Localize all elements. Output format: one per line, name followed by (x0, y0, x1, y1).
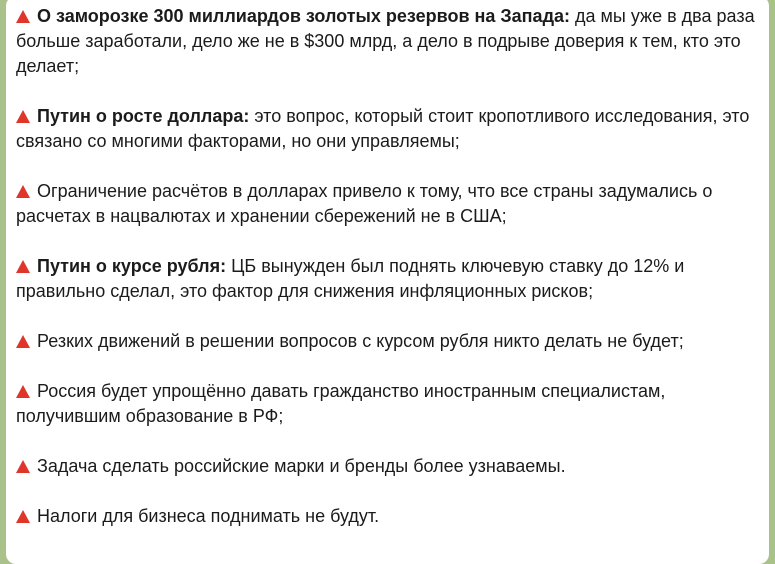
message-bubble (6, 0, 769, 564)
paragraph-text: это вопрос, который стоит кропотливого исследования, это связано со многими факторами, но они управляемы; (16, 106, 750, 151)
red-triangle-icon (16, 385, 30, 398)
message-paragraph (16, 104, 757, 154)
red-triangle-icon (16, 460, 30, 473)
paragraph-bold-lead: Путин о курсе рубля: (37, 256, 227, 276)
paragraph-text: да мы уже в два раза больше заработали, дело же не в $300 млрд, а дело в подрыве доверия к тем, кто это делает; (16, 6, 755, 76)
message-paragraph (16, 379, 757, 429)
message-paragraph (16, 504, 757, 529)
red-triangle-icon (16, 335, 30, 348)
paragraph-text: Ограничение расчётов в долларах привело к тому, что все страны задумались о расчетах в нацвалютах и хранении сбережений не в США; (16, 181, 713, 226)
red-triangle-icon (16, 510, 30, 523)
message-paragraph (16, 4, 757, 79)
red-triangle-icon (16, 10, 30, 23)
paragraph-bold-lead: О заморозке 300 миллиардов золотых резервов на Запада: (37, 6, 570, 26)
red-triangle-icon (16, 185, 30, 198)
paragraph-bold-lead: Путин о росте доллара: (37, 106, 250, 126)
paragraph-text: Налоги для бизнеса поднимать не будут. (37, 506, 380, 526)
paragraph-text: ЦБ вынужден был поднять ключевую ставку до 12% и правильно сделал, это фактор для снижения инфляционных рисков; (16, 256, 685, 301)
message-paragraph (16, 329, 757, 354)
message-paragraph (16, 254, 757, 304)
message-paragraph (16, 179, 757, 229)
message-paragraph (16, 454, 757, 479)
paragraph-text: Россия будет упрощённо давать гражданство иностранным специалистам, получившим образование в РФ; (16, 381, 666, 426)
paragraph-text: Задача сделать российские марки и бренды более узнаваемы. (37, 456, 566, 476)
red-triangle-icon (16, 260, 30, 273)
paragraph-text: Резких движений в решении вопросов с курсом рубля никто делать не будет; (37, 331, 684, 351)
red-triangle-icon (16, 110, 30, 123)
